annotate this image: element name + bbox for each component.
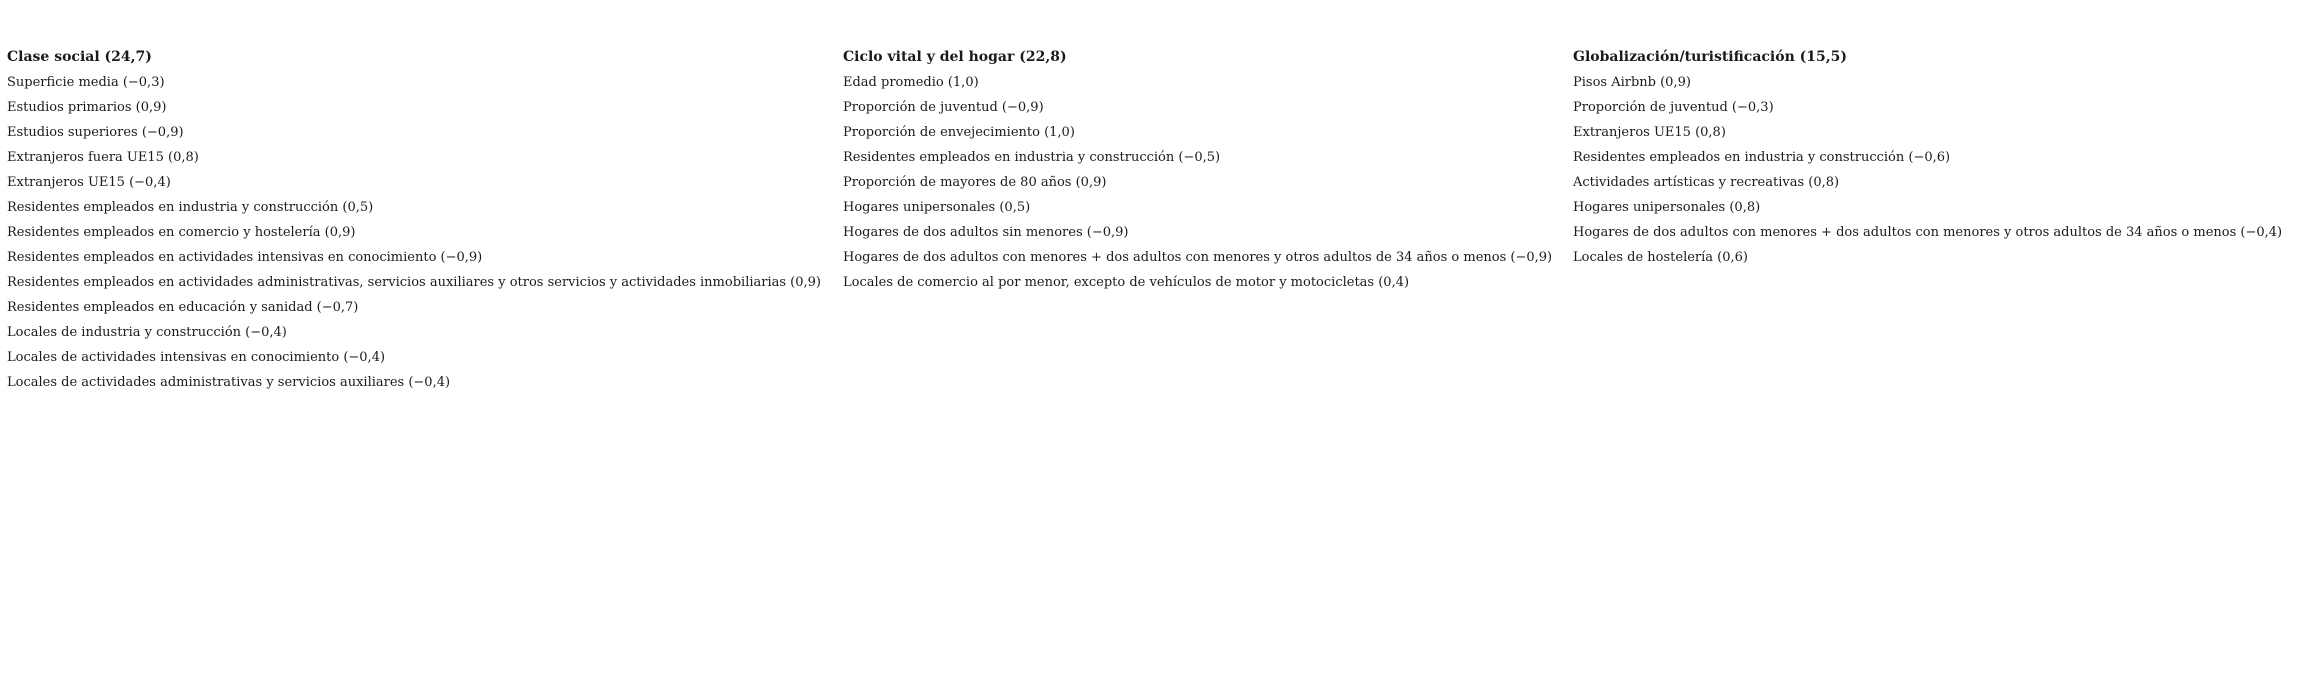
factor-column-ciclo-vital (843, 45, 1573, 295)
factor-variable-list (1573, 70, 2293, 270)
factor-variable: Residentes empleados en industria y construcción (−0,6) (1573, 150, 1951, 165)
factor-variable: Extranjeros fuera UE15 (0,8) (7, 150, 199, 165)
factor-variable: Locales de hostelería (0,6) (1573, 250, 1749, 265)
factor-variable: Hogares de dos adultos con menores + dos adultos con menores y otros adultos de 34 años o menos (−0,4) (1573, 225, 2283, 240)
factor-variable: Locales de comercio al por menor, excepto de vehículos de motor y motocicletas (0,4) (843, 275, 1410, 290)
factor-variable: Residentes empleados en comercio y hostelería (0,9) (7, 225, 356, 240)
factor-variable: Locales de actividades intensivas en conocimiento (−0,4) (7, 350, 386, 365)
factor-variable: Proporción de envejecimiento (1,0) (843, 125, 1075, 140)
factor-variable-list (7, 70, 843, 395)
factor-variable: Superficie media (−0,3) (7, 75, 165, 90)
factor-variable: Locales de industria y construcción (−0,4) (7, 325, 287, 340)
factor-variable: Residentes empleados en actividades intensivas en conocimiento (−0,9) (7, 250, 483, 265)
factor-variable: Residentes empleados en educación y sanidad (−0,7) (7, 300, 359, 315)
factor-variable: Extranjeros UE15 (−0,4) (7, 175, 171, 190)
factor-variable: Residentes empleados en actividades administrativas, servicios auxiliares y otros servicios y actividades inmobiliarias (0,9) (7, 275, 821, 290)
factor-variable: Proporción de mayores de 80 años (0,9) (843, 175, 1107, 190)
factor-variable: Residentes empleados en industria y construcción (0,5) (7, 200, 374, 215)
factor-variable: Hogares unipersonales (0,8) (1573, 200, 1761, 215)
factor-variable: Estudios primarios (0,9) (7, 100, 167, 115)
factor-variable: Proporción de juventud (−0,9) (843, 100, 1044, 115)
factor-variable: Locales de actividades administrativas y servicios auxiliares (−0,4) (7, 375, 451, 390)
factor-heading: Ciclo vital y del hogar (22,8) (843, 49, 1067, 65)
factor-variable: Hogares unipersonales (0,5) (843, 200, 1031, 215)
factor-heading: Clase social (24,7) (7, 49, 152, 65)
factor-variable: Actividades artísticas y recreativas (0,8) (1573, 175, 1840, 190)
factor-variable: Hogares de dos adultos con menores + dos adultos con menores y otros adultos de 34 años o menos (−0,9) (843, 250, 1553, 265)
factor-column-globalizacion (1573, 45, 2293, 270)
factor-variable: Proporción de juventud (−0,3) (1573, 100, 1774, 115)
factor-variable: Residentes empleados en industria y construcción (−0,5) (843, 150, 1221, 165)
factor-variable: Edad promedio (1,0) (843, 75, 979, 90)
factor-variable: Estudios superiores (−0,9) (7, 125, 184, 140)
factor-table (7, 45, 2293, 395)
factor-variable: Pisos Airbnb (0,9) (1573, 75, 1691, 90)
factor-variable-list (843, 70, 1573, 295)
factor-heading: Globalización/turistificación (15,5) (1573, 49, 1847, 65)
factor-column-clase-social (7, 45, 843, 395)
factor-variable: Extranjeros UE15 (0,8) (1573, 125, 1726, 140)
factor-variable: Hogares de dos adultos sin menores (−0,9) (843, 225, 1129, 240)
